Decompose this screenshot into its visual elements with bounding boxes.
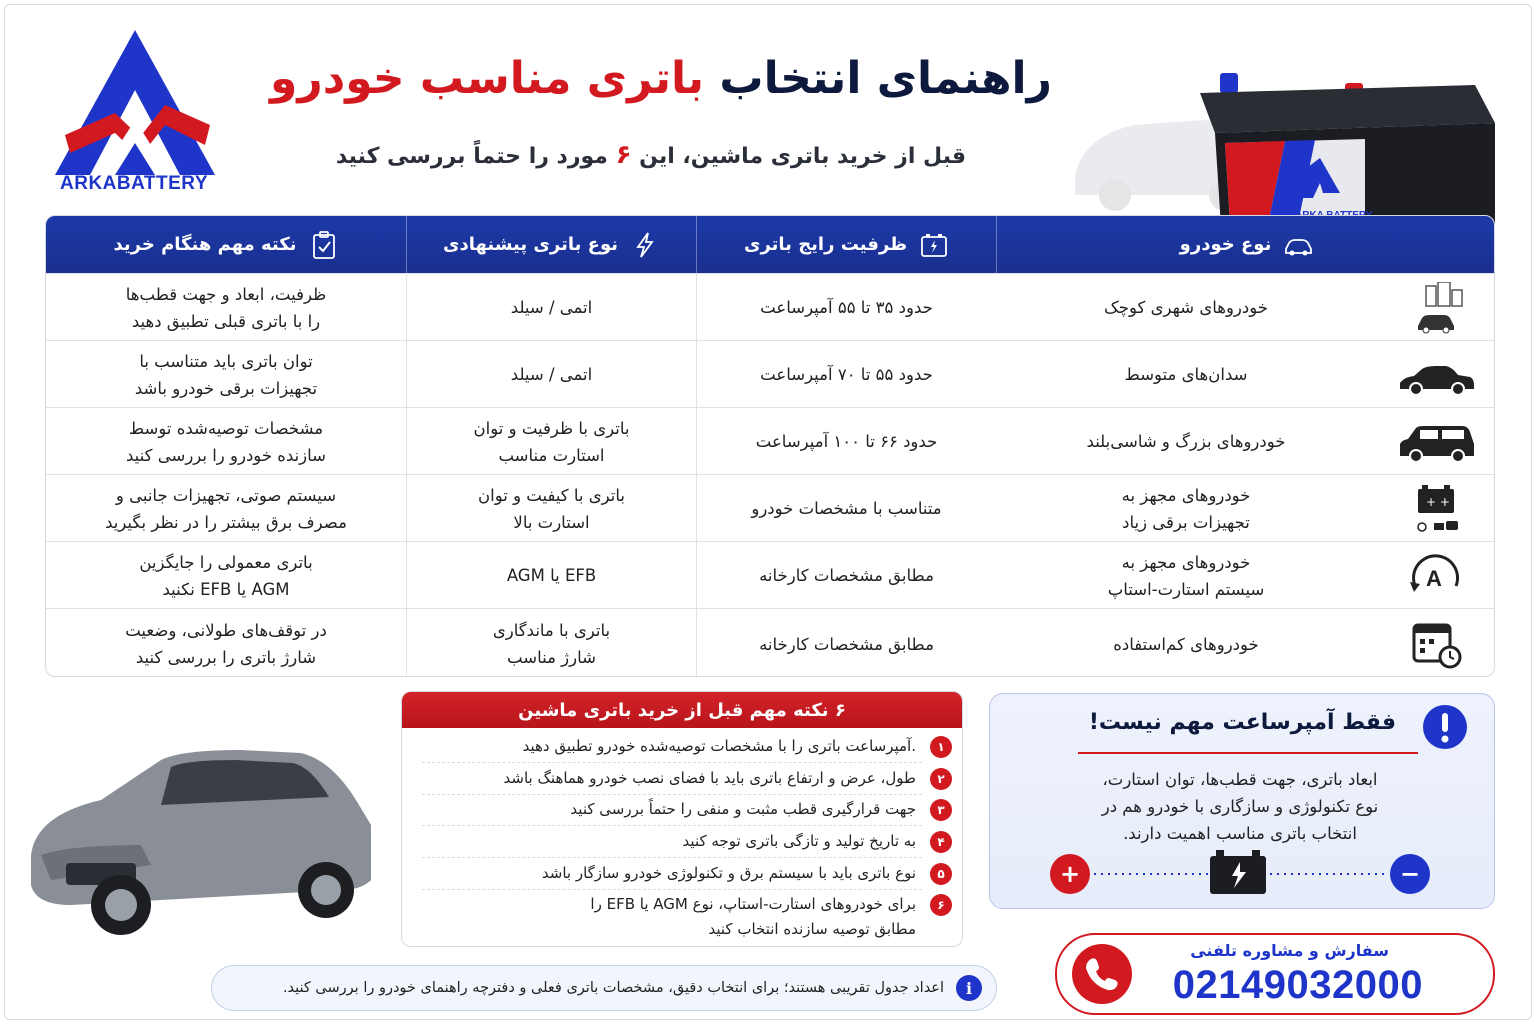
city-car-icon: [1396, 282, 1476, 334]
svg-text:+ +: + +: [1426, 495, 1450, 509]
clipboard-check-icon: [309, 230, 339, 260]
tips-box: [401, 691, 963, 947]
tip-cell: سیستم صوتی، تجهیزات جانبی و مصرف برق بیشتر را در نظر بگیرید: [105, 485, 347, 532]
info-icon: i: [956, 975, 982, 1001]
tip-text: نوع باتری باید با سیستم برق و تکنولوژی خودرو سازگار باشد: [541, 864, 916, 882]
capacity-cell: حدود ۵۵ تا ۷۰ آمپرساعت: [696, 341, 996, 408]
page-subtitle: قبل از خرید باتری ماشین، این ۶ مورد را حتماً بررسی کنید: [335, 140, 967, 170]
table-row: [46, 474, 1495, 541]
phone-icon: [1071, 943, 1133, 1005]
tip-text: جهت قرارگیری قطب مثبت و منفی را حتماً بررسی کنید: [570, 800, 916, 818]
table-row: [46, 273, 1495, 340]
tip-text: .آمپرساعت باتری را با مشخصات توصیه‌شده خودرو تطبیق دهید: [522, 737, 916, 755]
list-item: [422, 829, 952, 854]
battery-type-cell: باتری با ظرفیت و توان استارت مناسب: [406, 408, 696, 475]
header-buying-tip: نکته مهم هنگام خرید: [46, 216, 406, 273]
tip-cell: مشخصات توصیه‌شده توسط سازنده خودرو را بررسی کنید: [126, 418, 326, 465]
tip-text: به تاریخ تولید و تازگی باتری توجه کنید: [682, 832, 916, 850]
tips-title: ۶ نکته مهم قبل از خرید باتری ماشین: [402, 692, 962, 728]
exclamation-icon: [1422, 704, 1468, 750]
page-frame: [4, 4, 1532, 1020]
info-title: فقط آمپرساعت مهم نیست!: [1088, 710, 1396, 735]
tip-cell: باتری معمولی را جایگزین AGM یا EFB نکنید: [139, 552, 313, 599]
divider: [422, 762, 922, 763]
table-row: [46, 541, 1495, 608]
battery-accessories-icon: [1396, 483, 1476, 535]
page-title: راهنمای انتخاب باتری مناسب خودرو: [270, 53, 1052, 104]
tip-text: برای خودروهای استارت-استاپ، نوع AGM یا EFB را مطابق توصیه سازنده انتخاب کنید: [590, 895, 916, 938]
header-capacity: ظرفیت رایج باتری: [696, 216, 996, 273]
list-item: [422, 797, 952, 822]
suv-icon: [1396, 416, 1476, 468]
capacity-cell: حدود ۳۵ تا ۵۵ آمپرساعت: [696, 274, 996, 341]
table-row: [46, 407, 1495, 474]
tip-number: ۶: [930, 894, 952, 916]
polarity-graphic: [1030, 844, 1450, 904]
info-box: [989, 693, 1495, 909]
plus-sign: +: [1059, 860, 1081, 888]
header-vehicle-type: نوع خودرو: [996, 216, 1495, 273]
divider: [422, 889, 922, 890]
disclaimer-note: [211, 965, 997, 1011]
capacity-cell: حدود ۶۶ تا ۱۰۰ آمپرساعت: [696, 408, 996, 475]
divider: [422, 794, 922, 795]
sedan-icon: [1396, 349, 1476, 401]
info-text: ابعاد باتری، جهت قطب‌ها، توان استارت، نوع تکنولوژی و سازگاری با خودرو هم در انتخاب باتری مناسب اهمیت دارند.: [1101, 770, 1379, 843]
list-item: [422, 766, 952, 791]
table-row: [46, 340, 1495, 407]
tip-number: ۲: [930, 768, 952, 790]
divider: [422, 857, 922, 858]
calendar-clock-icon: [1396, 617, 1476, 669]
phone-number[interactable]: 02149032000: [1172, 963, 1423, 1007]
capacity-cell: متناسب با مشخصات خودرو: [696, 475, 996, 542]
tip-number: ۴: [930, 831, 952, 853]
note-text: اعداد جدول تقریبی هستند؛ برای انتخاب دقیق، مشخصات باتری فعلی و دفترچه راهنمای خودرو را بررسی کنید.: [282, 980, 944, 996]
auto-start-stop-icon: [1396, 550, 1476, 602]
capacity-cell: مطابق مشخصات کارخانه: [696, 542, 996, 609]
table-row: [46, 608, 1495, 677]
vehicle-type-cell: خودروهای مجهز به تجهیزات برقی زیاد: [1121, 485, 1251, 532]
battery-type-cell: اتمی / سیلد: [406, 274, 696, 341]
vehicle-type-cell: خودروهای کم‌استفاده: [1113, 634, 1259, 654]
battery-charge-icon: [919, 230, 949, 260]
minus-sign: −: [1399, 860, 1421, 888]
battery-type-cell: اتمی / سیلد: [406, 341, 696, 408]
battery-type-cell: EFB یا AGM: [406, 542, 696, 609]
vehicle-type-cell: سدان‌های متوسط: [1124, 365, 1248, 384]
table-header: [46, 216, 1495, 273]
tip-number: ۵: [930, 863, 952, 885]
divider: [1078, 752, 1418, 754]
vehicle-type-cell: خودروهای شهری کوچک: [1104, 298, 1268, 317]
list-item: [422, 892, 952, 942]
brand-name: ARKABATTERY: [60, 173, 208, 194]
list-item: [422, 861, 952, 886]
tip-number: ۳: [930, 799, 952, 821]
battery-guide-table: [45, 215, 1495, 677]
contact-box[interactable]: [1055, 933, 1495, 1015]
tip-cell: در توقف‌های طولانی، وضعیت شارژ باتری را بررسی کنید: [125, 621, 327, 667]
divider: [422, 825, 922, 826]
battery-type-cell: باتری با ماندگاری شارژ مناسب: [406, 609, 696, 677]
header-battery-type: نوع باتری پیشنهادی: [406, 216, 696, 273]
battery-type-cell: باتری با کیفیت و توان استارت بالا: [406, 475, 696, 542]
capacity-cell: مطابق مشخصات کارخانه: [696, 609, 996, 677]
svg-text:A: A: [1426, 566, 1442, 591]
contact-title: سفارش و مشاوره تلفنی: [1190, 941, 1389, 960]
tip-cell: ظرفیت، ابعاد و جهت قطب‌ها را با باتری قبلی تطبیق دهید: [125, 284, 327, 331]
vehicle-type-cell: خودروهای بزرگ و شاسی‌بلند: [1086, 432, 1286, 451]
car-icon: [1283, 230, 1313, 260]
list-item: [422, 734, 952, 759]
car-photo-icon: [11, 705, 391, 945]
lightning-icon: [630, 230, 660, 260]
vehicle-type-cell: خودروهای مجهز به سیستم استارت-استاپ: [1107, 552, 1265, 599]
tip-number: ۱: [930, 736, 952, 758]
tip-text: طول، عرض و ارتفاع باتری باید با فضای نصب خودرو هماهنگ باشد: [503, 769, 916, 787]
tip-cell: توان باتری باید متناسب با تجهیزات برقی خودرو باشد: [134, 351, 318, 398]
